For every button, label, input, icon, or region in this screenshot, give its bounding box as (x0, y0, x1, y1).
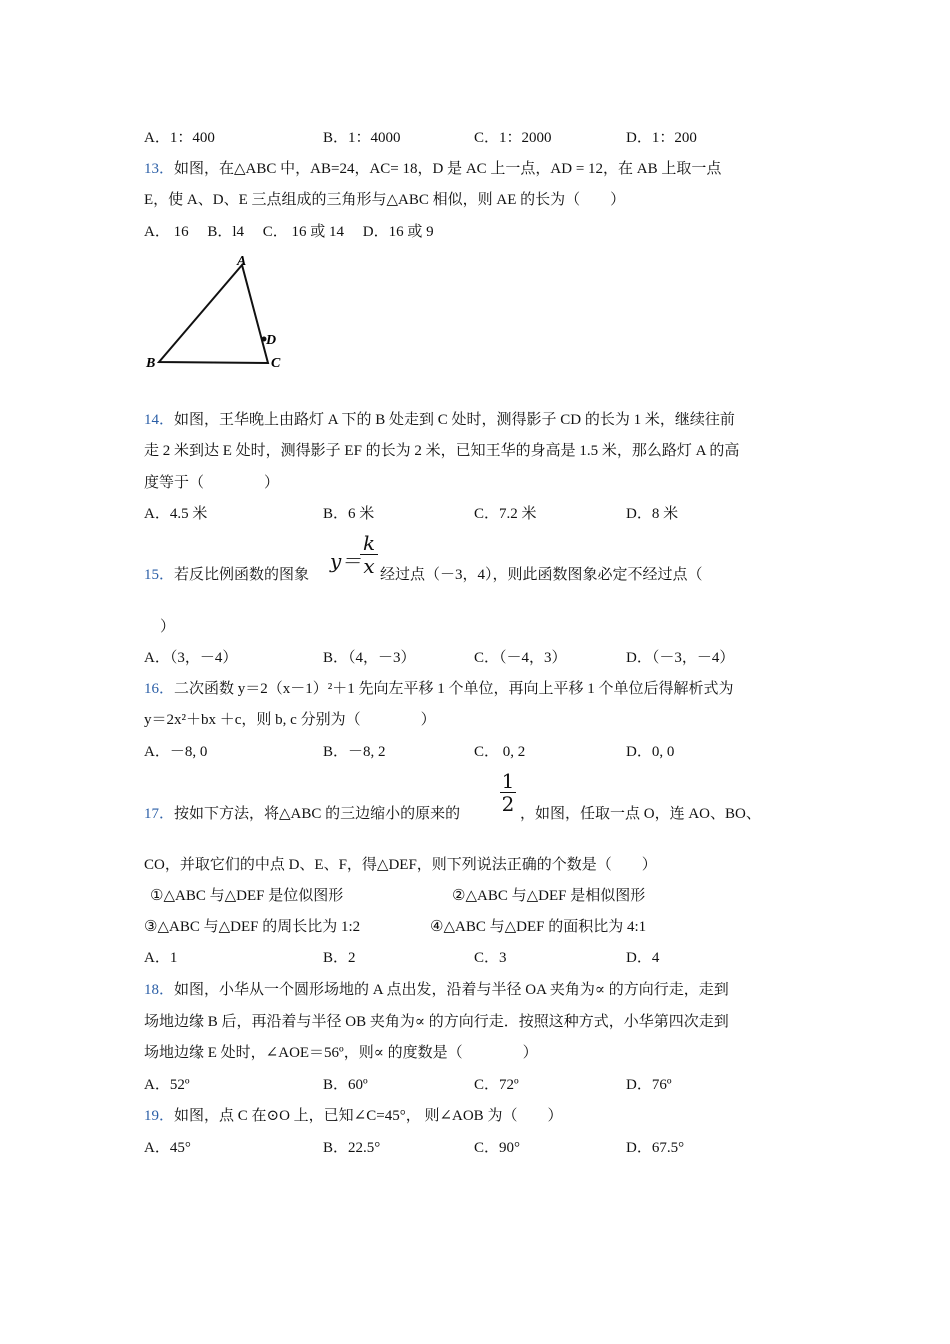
q15-option-d: D．（－3，－4） (626, 650, 735, 666)
q15-line2: ） (160, 619, 176, 635)
q13-line1 (144, 159, 721, 179)
label-a: A (237, 254, 247, 269)
q17-statement-3: ③△ABC 与△DEF 的周长比为 1:2 (144, 919, 361, 935)
q19-line1 (144, 1106, 562, 1126)
q16-option-b: B．－8, 2 (323, 744, 386, 760)
q15-formula-numerator: k (362, 531, 376, 555)
q13-text: 如图，在△ABC 中，AB=24，AC= 18，D 是 AC 上一点，AD = 12，在 AB 上取一点 (174, 161, 722, 177)
q12-option-c: C．1：2000 (474, 130, 552, 146)
q15-formula-fraction (358, 532, 380, 577)
q14-option-a: A．4.5 米 (144, 506, 208, 522)
q17-option-d: D．4 (626, 950, 660, 966)
q17-text-after: ，如图，任取一点 O，连 AO、BO、 (520, 806, 761, 822)
q15-text-after: 经过点（－3，4），则此函数图象必定不经过点（ (380, 567, 703, 583)
q18-line1 (144, 980, 729, 1000)
q18-option-d: D．76º (626, 1077, 672, 1093)
q15-option-c: C．（－4，3） (474, 650, 567, 666)
label-b: B (146, 356, 156, 371)
q19-option-c: C．90° (474, 1140, 521, 1156)
q17-option-a: A．1 (144, 950, 178, 966)
triangle-abc (159, 265, 268, 363)
q14-line1 (144, 410, 735, 430)
q17-line1 (144, 804, 460, 824)
q16-text: 二次函数 y＝2（x－1）²＋1 先向左平移 1 个单位，再向上平移 1 个单位后得解析式为 (174, 681, 734, 697)
q18-option-b: B．60º (323, 1077, 368, 1093)
q18-line2: 场地边缘 B 后，再沿着与半径 OB 夹角为∝ 的方向行走．按照这种方式，小华第四次走到 (144, 1014, 729, 1030)
q15-formula-denominator: x (363, 554, 375, 578)
q19-option-a: A．45° (144, 1140, 191, 1156)
q15-option-a: A．（3，－4） (144, 650, 238, 666)
q15-option-b: B．（4，－3） (323, 650, 416, 666)
q17-statement-4: ④△ABC 与△DEF 的面积比为 4:1 (430, 919, 647, 935)
q16-option-c: C． 0, 2 (474, 744, 526, 760)
q17-number: 17． (144, 806, 175, 822)
q19-option-d: D．67.5° (626, 1140, 685, 1156)
q15-formula-y: y＝ (330, 549, 362, 573)
q17-option-c: C．3 (474, 950, 507, 966)
q17-text-before: 按如下方法，将△ABC 的三边缩小的原来的 (174, 806, 461, 822)
q19-number: 19． (144, 1108, 175, 1124)
q18-text: 如图，小华从一个圆形场地的 A 点出发，沿着与半径 OA 夹角为∝ 的方向行走，走到 (174, 982, 729, 998)
q14-line3: 度等于（ ） (144, 475, 280, 491)
q16-line1 (144, 679, 734, 699)
q13-number: 13． (144, 161, 175, 177)
q13-triangle-figure (140, 250, 300, 375)
q17-line2: CO，并取它们的中点 D、E、F，得△DEF，则下列说法正确的个数是（ ） (144, 857, 657, 873)
q16-line2: y＝2x²＋bx ＋c，则 b, c 分别为（ ） (144, 712, 436, 728)
q14-number: 14． (144, 412, 175, 428)
q19-text: 如图，点 C 在⊙O 上，已知∠C=45°， 则∠AOB 为（ ） (174, 1108, 563, 1124)
q14-option-b: B．6 米 (323, 506, 375, 522)
q16-number: 16． (144, 681, 175, 697)
q12-option-b: B．1：4000 (323, 130, 401, 146)
q12-option-d: D．1：200 (626, 130, 697, 146)
q14-option-d: D．8 米 (626, 506, 679, 522)
q15-text-before: 若反比例函数的图象 (174, 567, 310, 583)
q18-option-c: C．72º (474, 1077, 519, 1093)
q17-fraction-denominator: 2 (501, 792, 515, 816)
label-c: C (271, 356, 281, 371)
q14-option-c: C．7.2 米 (474, 506, 537, 522)
q17-statement-1: ①△ABC 与△DEF 是位似图形 (150, 888, 344, 904)
q17-statement-2: ②△ABC 与△DEF 是相似图形 (452, 888, 646, 904)
q16-option-a: A．－8, 0 (144, 744, 208, 760)
q19-option-b: B．22.5° (323, 1140, 381, 1156)
q13-line2: E，使 A、D、E 三点组成的三角形与△ABC 相似，则 AE 的长为（ ） (144, 192, 626, 208)
q14-line2: 走 2 米到达 E 处时，测得影子 EF 的长为 2 米，已知王华的身高是 1.5 米，那么路灯 A 的高 (144, 443, 740, 459)
q12-option-a: A．1：400 (144, 130, 215, 146)
label-d: D (266, 333, 277, 348)
q18-option-a: A．52º (144, 1077, 190, 1093)
q13-options: A． 16 B．l4 C． 16 或 14 D．16 或 9 (144, 224, 434, 240)
q18-line3: 场地边缘 E 处时，∠AOE＝56º，则∝ 的度数是（ ） (144, 1045, 538, 1061)
q18-number: 18． (144, 982, 175, 998)
q16-option-d: D．0, 0 (626, 744, 675, 760)
q17-fraction (498, 770, 518, 815)
q15-number: 15． (144, 567, 175, 583)
q17-option-b: B．2 (323, 950, 356, 966)
q14-text: 如图，王华晚上由路灯 A 下的 B 处走到 C 处时，测得影子 CD 的长为 1 米，继续往前 (174, 412, 735, 428)
q15-line1 (144, 565, 309, 585)
q17-fraction-numerator: 1 (501, 769, 515, 793)
